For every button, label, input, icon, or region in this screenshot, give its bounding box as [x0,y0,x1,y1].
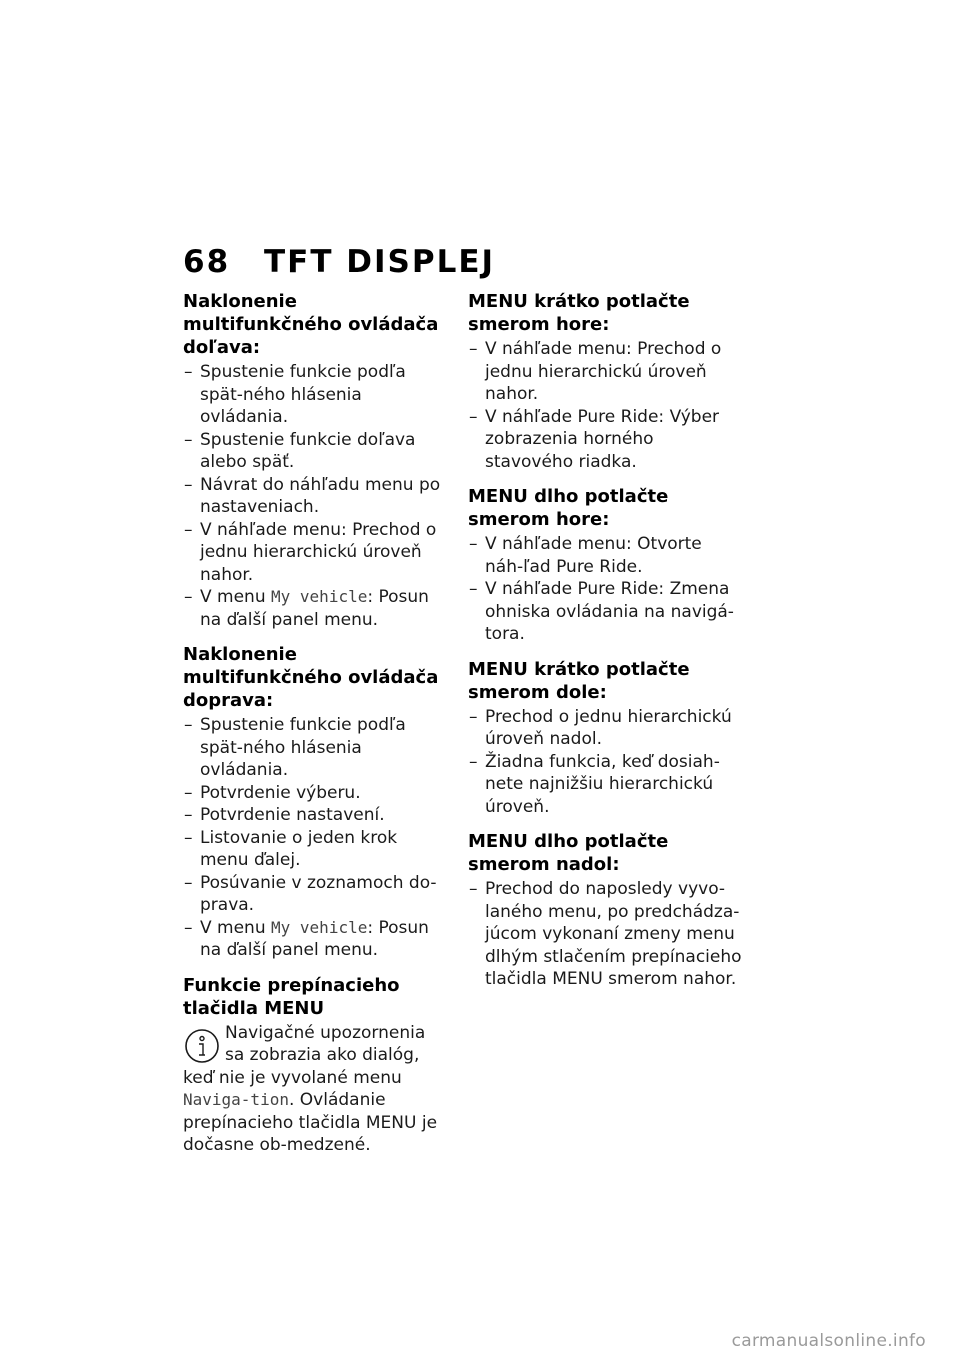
list-item: – V náhľade menu: Prechod o jednu hierarchickú úroveň nahor. [183,519,448,587]
list-item: – Prechod do naposledy vyvo-laného menu, po predchádza-júcom vykonaní zmeny menu dlhým stlačením prepínacieho tlačidla MENU smerom nahor. [468,878,743,991]
section-heading: MENU dlho potlačte smerom hore: [468,486,669,530]
item-list [183,714,448,962]
list-item: – Prechod o jednu hierarchickú úroveň nadol. [468,706,743,751]
left-column [183,290,448,1169]
list-item: – Listovanie o jeden krok menu ďalej. [183,827,448,872]
item-list [468,878,743,991]
section-tilt-left [183,290,448,631]
list-item: – Potvrdenie nastavení. [183,804,448,827]
item-list [468,706,743,819]
section-heading: MENU krátko potlačte smerom hore: [468,291,690,335]
list-item: – Potvrdenie výberu. [183,782,448,805]
menu-code: My vehicle [271,587,368,606]
section-tilt-right [183,643,448,962]
section-menu-button [183,974,448,1157]
list-item [183,917,448,962]
chapter-title: TFT DISPLEJ [264,244,496,280]
note-text: Navigačné upozornenia sa zobrazia ako dialóg, keď nie je vyvolané menu [183,1022,426,1088]
section-heading: Naklonenie multifunkčného ovládača doprava: [183,644,439,711]
item-text: : Posun na ďalší panel menu. [200,917,429,960]
section-menu-long-down [468,830,743,991]
note-text: . Ovládanie prepínacieho tlačidla MENU je dočasne ob-medzené. [183,1090,438,1155]
menu-code: Naviga-tion [183,1090,289,1109]
list-item: – Spustenie funkcie podľa spät-ného hlásenia ovládania. [183,361,448,429]
list-item: – Návrat do náhľadu menu po nastaveniach. [183,474,448,519]
item-text: V menu [200,587,272,607]
list-item: – Posúvanie v zoznamoch do-prava. [183,872,448,917]
info-icon [183,1027,221,1065]
item-list [468,533,743,646]
item-list [468,338,743,473]
item-text: : Posun na ďalší panel menu. [200,587,429,630]
section-menu-long-up [468,485,743,646]
list-item: – Spustenie funkcie doľava alebo späť. [183,429,448,474]
section-heading: Funkcie prepínacieho tlačidla MENU [183,974,400,1019]
list-item: – V náhľade menu: Prechod o jednu hierarchickú úroveň nahor. [468,338,743,406]
list-item: – V náhľade Pure Ride: Zmena ohniska ovládania na navigá-tora. [468,578,743,646]
section-menu-short-up [468,290,743,473]
section-heading: MENU dlho potlačte smerom nadol: [468,831,669,875]
menu-code: My vehicle [271,917,368,937]
list-item: – V náhľade Pure Ride: Výber zobrazenia horného stavového riadka. [468,406,743,474]
section-menu-short-down [468,658,743,819]
list-item [183,586,448,631]
list-item: – V náhľade menu: Otvorte náh-ľad Pure Ride. [468,533,743,578]
item-text: V menu [200,917,272,938]
section-heading: Naklonenie multifunkčného ovládača doľava: [183,291,439,358]
section-heading: MENU krátko potlačte smerom dole: [468,658,690,703]
watermark-text: carmanualsonline.info [731,1331,926,1351]
right-column [468,290,743,1003]
page-number: 68 [183,244,231,280]
item-list [183,361,448,631]
info-note [183,1022,448,1157]
list-item: – Žiadna funkcia, keď dosiah-nete najnižšiu hierarchickú úroveň. [468,751,743,819]
list-item: – Spustenie funkcie podľa spät-ného hlásenia ovládania. [183,714,448,782]
